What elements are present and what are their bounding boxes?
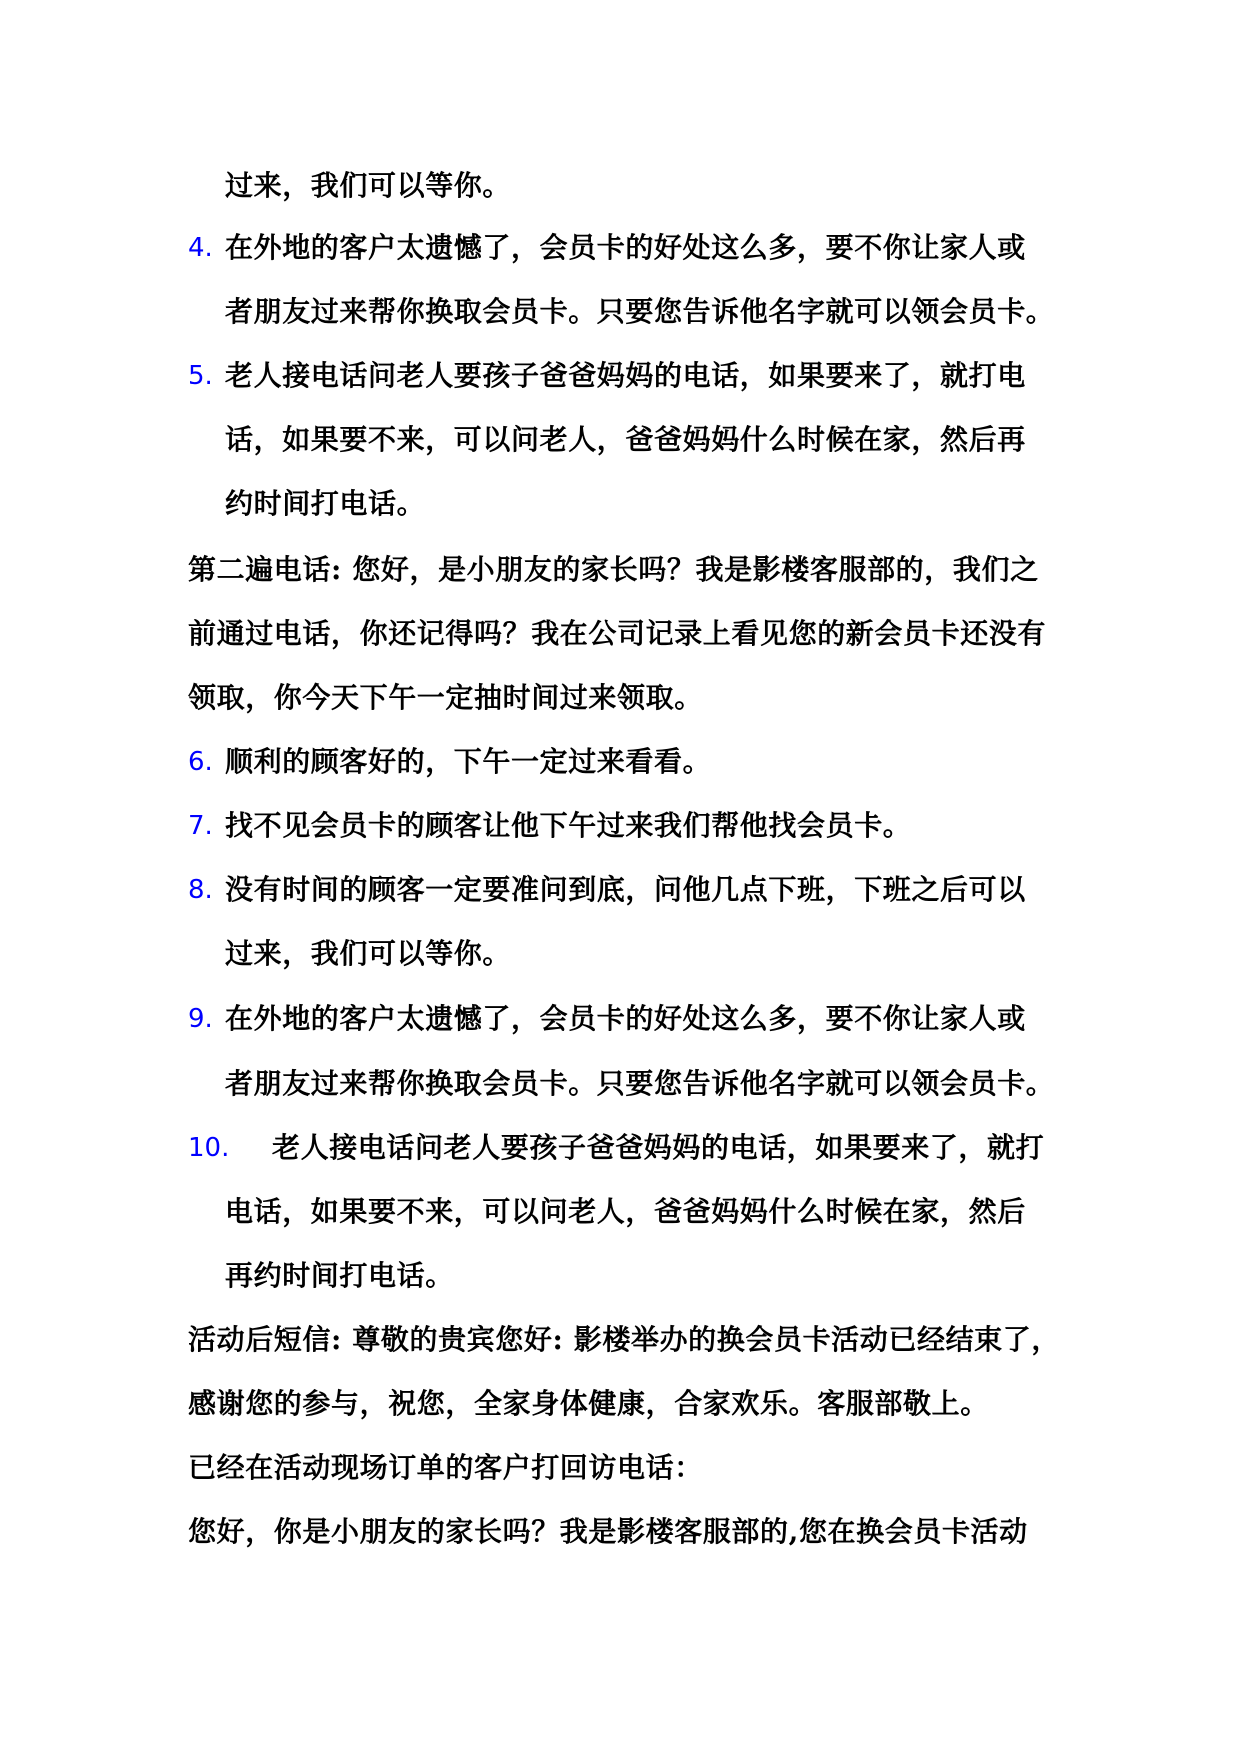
list-number-9: 9. bbox=[188, 1004, 213, 1034]
list-number-5: 5. bbox=[188, 361, 213, 391]
list-number-10: 10. bbox=[188, 1133, 230, 1163]
second-call-line1: 第二遍电话: 您好，是小朋友的家长吗？我是影楼客服部的，我们之 bbox=[188, 553, 1039, 586]
list-item-5-line1: 老人接电话问老人要孩子爸爸妈妈的电话，如果要来了，就打电 bbox=[225, 359, 1026, 392]
after-sms-line2: 感谢您的参与，祝您，全家身体健康，合家欢乐。客服部敬上。 bbox=[188, 1387, 989, 1420]
list-item-9-line1: 在外地的客户太遗憾了，会员卡的好处这么多，要不你让家人或 bbox=[225, 1002, 1026, 1035]
second-call-line2: 前通过电话，你还记得吗？我在公司记录上看见您的新会员卡还没有 bbox=[188, 617, 1047, 650]
list-number-4: 4. bbox=[188, 233, 213, 263]
list-item-8-line2: 过来，我们可以等你。 bbox=[225, 937, 512, 970]
list-item-10-line1: 老人接电话问老人要孩子爸爸妈妈的电话，如果要来了，就打 bbox=[272, 1131, 1045, 1164]
list-item-6-line1: 顺利的顾客好的，下午一定过来看看。 bbox=[225, 745, 712, 778]
followup-line1: 您好，你是小朋友的家长吗？我是影楼客服部的,您在换会员卡活动 bbox=[188, 1515, 1028, 1548]
list-item-5-line3: 约时间打电话。 bbox=[225, 487, 426, 520]
list-item-10-line2: 电话，如果要不来，可以问老人，爸爸妈妈什么时候在家，然后 bbox=[225, 1195, 1026, 1228]
list-item-8-line1: 没有时间的顾客一定要准问到底，问他几点下班，下班之后可以 bbox=[225, 873, 1026, 906]
list-item-4-line2: 者朋友过来帮你换取会员卡。只要您告诉他名字就可以领会员卡。 bbox=[225, 295, 1055, 328]
list-item-10-line3: 再约时间打电话。 bbox=[225, 1259, 454, 1292]
list-number-7: 7. bbox=[188, 811, 213, 841]
second-call-line3: 领取，你今天下午一定抽时间过来领取。 bbox=[188, 681, 703, 714]
list-item-4-line1: 在外地的客户太遗憾了，会员卡的好处这么多，要不你让家人或 bbox=[225, 231, 1026, 264]
list-item-7-line1: 找不见会员卡的顾客让他下午过来我们帮他找会员卡。 bbox=[225, 809, 912, 842]
list-number-6: 6. bbox=[188, 747, 213, 777]
list-item-continuation: 过来，我们可以等你。 bbox=[225, 169, 512, 202]
list-number-8: 8. bbox=[188, 875, 213, 905]
list-item-5-line2: 话，如果要不来，可以问老人，爸爸妈妈什么时候在家，然后再 bbox=[225, 423, 1026, 456]
followup-heading: 已经在活动现场订单的客户打回访电话： bbox=[188, 1451, 703, 1484]
list-item-9-line2: 者朋友过来帮你换取会员卡。只要您告诉他名字就可以领会员卡。 bbox=[225, 1067, 1055, 1100]
after-sms-line1: 活动后短信: 尊敬的贵宾您好: 影楼举办的换会员卡活动已经结束了， bbox=[188, 1323, 1060, 1356]
